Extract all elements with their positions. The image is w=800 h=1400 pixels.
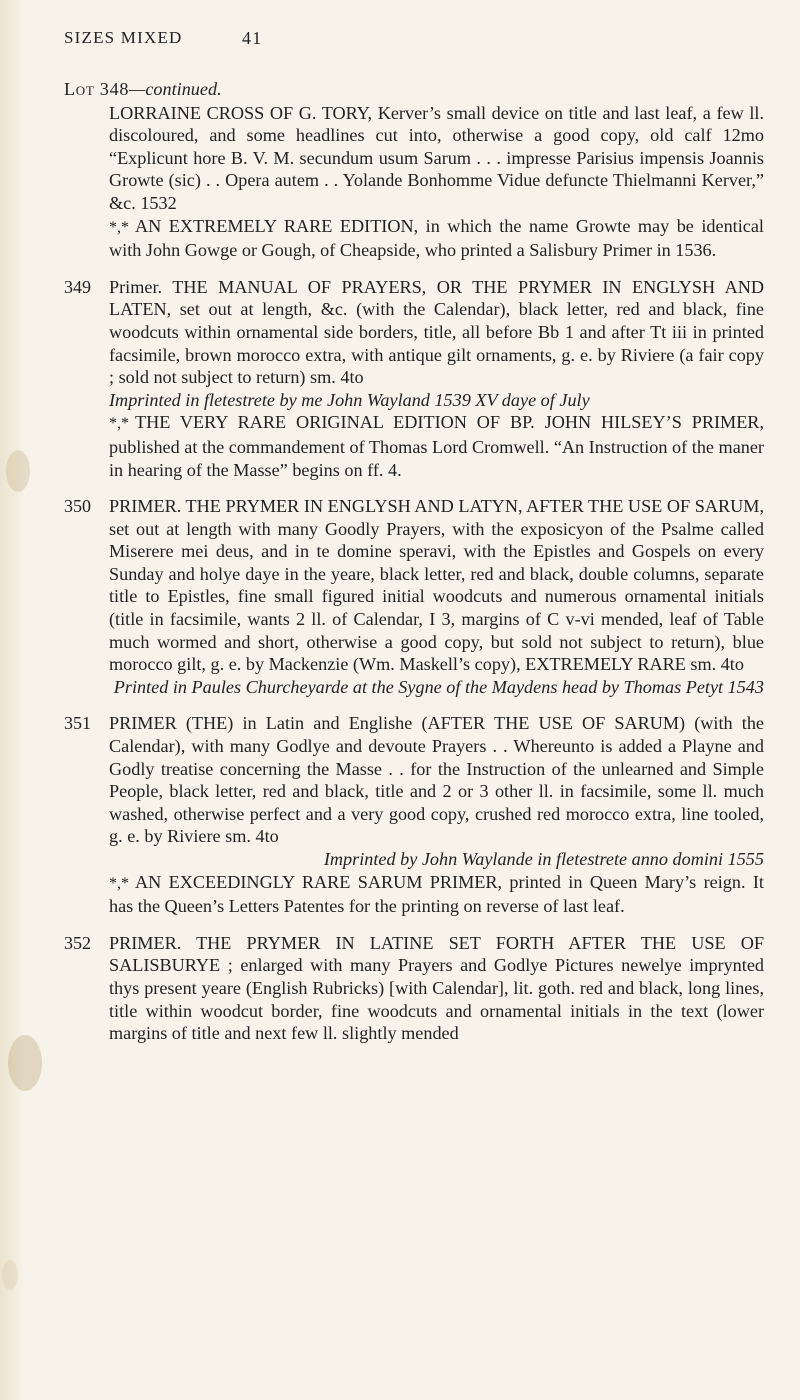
entry-number: 352: [64, 932, 91, 953]
page-number: 41: [242, 28, 263, 48]
entry-note-text: AN EXTREMELY RARE EDITION, in which the name Growte may be identical with John Gowge or Gough, of Cheapside, who printed a Salisbury Primer in 1536.: [109, 215, 764, 261]
entry-imprint: Imprinted by John Waylande in fletestrete anno domini 1555: [323, 849, 764, 869]
entry-body: [109, 712, 764, 917]
entry-note-text: AN EXCEEDINGLY RARE SARUM PRIMER, printed in Queen Mary’s reign. It has the Queen’s Letters Patentes for the printing on reverse of last leaf.: [109, 871, 764, 917]
lot-label: Lot 348: [64, 79, 130, 99]
entry-body: [109, 495, 764, 698]
entry-number: 350: [64, 496, 91, 517]
entry-body: [109, 276, 764, 481]
asterism: *,*: [109, 874, 129, 892]
page-edge: [0, 0, 24, 1400]
lot-continued-marker: —continued.: [129, 79, 222, 99]
entry-description: LORRAINE CROSS OF G. TORY, Kerver’s small device on title and last leaf, a few ll. discoloured, and some headlines cut into, otherwise a good copy, old calf 12mo “Explicunt hore B. V. M. secundum usum Sarum . . . impresse Parisius impensis Joannis Growte (sic) . . Opera autem . . Yolande Bonhomme Vidue defuncte Thielmanni Kerver,” &c. 1532: [109, 102, 764, 213]
catalogue-entry-352: [64, 932, 764, 1045]
entry-note-text: THE VERY RARE ORIGINAL EDITION OF BP. JOHN HILSEY’S PRIMER, published at the commandement of Thomas Lord Cromwell. “An Instruction of the maner in hearing of the Masse” begins on ff. 4.: [109, 412, 764, 480]
entry-body: [109, 102, 764, 262]
catalogue-entry-348: [64, 102, 764, 262]
paper-stain: [8, 1035, 42, 1091]
entry-body: [109, 932, 764, 1045]
entry-note: [109, 871, 764, 918]
running-title: SIZES MIXED: [64, 28, 183, 47]
asterism: *,*: [109, 218, 129, 236]
entry-number: [64, 102, 109, 262]
asterism: *,*: [109, 415, 129, 433]
page-header: [64, 28, 758, 56]
entry-note: [109, 215, 764, 262]
entry-description: PRIMER (THE) in Latin and Englishe (AFTER THE USE OF SARUM) (with the Calendar), with many Godlye and devoute Prayers . . Whereunto is added a Playne and Godly treatise concerning the Masse . . for the Instruction of the unlearned and Simple People, black letter, red and black, title and 2 or 3 other ll. in facsimile, some ll. much washed, otherwise perfect and a very good copy, crushed red morocco extra, line tooled, g. e. by Riviere sm. 4to: [109, 713, 764, 847]
catalogue-entry-349: [64, 276, 764, 481]
entry-description: Primer. THE MANUAL OF PRAYERS, OR THE PRYMER IN ENGLYSH AND LATEN, set out at length, &c. (with the Calendar), black letter, red and black, fine woodcuts within ornamental side borders, title, all before Bb 1 and after Tt iii in printed facsimile, brown morocco extra, with antique gilt ornaments, g. e. by Riviere (a fair copy ; sold not subject to return) sm. 4to: [109, 276, 764, 388]
entry-note: [109, 411, 764, 481]
entry-number: 349: [64, 276, 91, 297]
paper-stain: [6, 450, 30, 492]
catalogue-entry-351: [64, 712, 764, 917]
lot-continuation-heading: [64, 78, 764, 101]
entry-imprint: Printed in Paules Churcheyarde at the Sygne of the Maydens head by Thomas Petyt 1543: [113, 676, 764, 697]
entry-description: PRIMER. THE PRYMER IN LATINE SET FORTH AFTER THE USE OF SALISBURYE ; enlarged with many Prayers and Godlye Pictures newelye imprynted thys present yeare (English Rubricks) [with Calendar], lit. goth. red and black, long lines, title within woodcut border, fine woodcuts and ornamental initials in the text (lower margins of title and next few ll. slightly mended: [109, 932, 764, 1044]
entry-number: 351: [64, 713, 91, 734]
entry-description: PRIMER. THE PRYMER IN ENGLYSH AND LATYN, AFTER THE USE OF SARUM, set out at length with many Goodly Prayers, with the exposicyon of the Psalme called Miserere mei deus, and in te domine speravi, with the Epistles and Gospels on every Sunday and holye daye in the yeare, black letter, red and black, double columns, separate title to Epistles, fine small figured initial woodcuts and numerous ornamental initials (title in facsimile, wants 2 ll. of Calendar, I 3, margins of C v-vi mended, leaf of Table much wormed and short, otherwise a good copy, but sold not subject to return), blue morocco gilt, g. e. by Mackenzie (Wm. Maskell’s copy), EXTREMELY RARE sm. 4to: [109, 496, 764, 675]
catalogue-page: [64, 78, 764, 1045]
catalogue-entry-350: [64, 495, 764, 698]
entry-imprint: Imprinted in fletestrete by me John Wayland 1539 XV daye of July: [109, 389, 590, 410]
paper-stain: [2, 1260, 18, 1290]
